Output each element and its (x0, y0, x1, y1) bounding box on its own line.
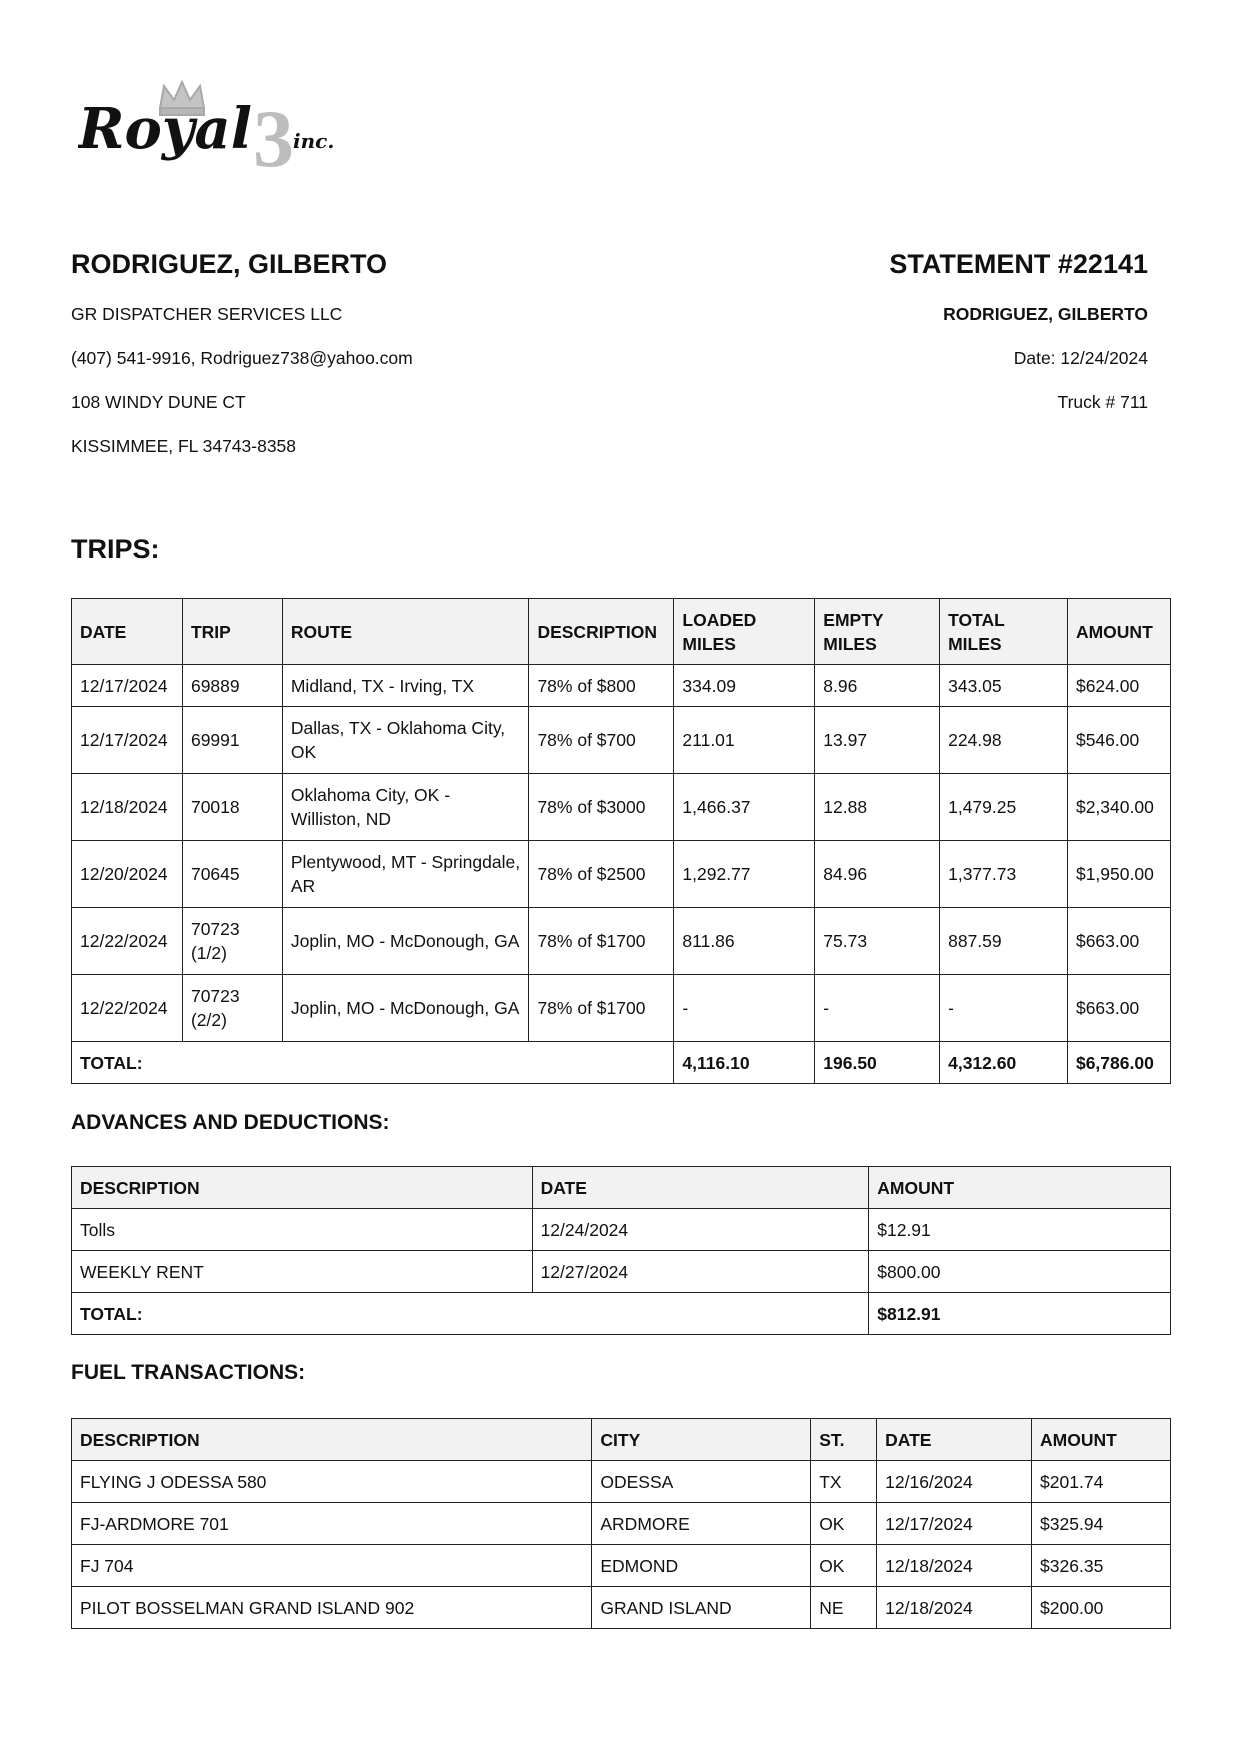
trip-loaded-miles: - (674, 975, 815, 1042)
trip-number: 70018 (182, 774, 282, 841)
table-row (72, 1251, 1171, 1293)
trip-route: Oklahoma City, OK - Williston, ND (282, 774, 529, 841)
trips-total-amount: $6,786.00 (1067, 1042, 1170, 1084)
trip-empty-miles: 84.96 (815, 841, 940, 908)
trip-date: 12/20/2024 (72, 841, 183, 908)
fuel-city: GRAND ISLAND (592, 1587, 811, 1629)
trips-header-row (72, 599, 1171, 665)
address-line-1: 108 WINDY DUNE CT (71, 392, 246, 412)
logo-suffix: inc. (293, 129, 335, 153)
col-city: CITY (592, 1419, 811, 1461)
col-amount: AMOUNT (1032, 1419, 1171, 1461)
fuel-header-row (72, 1419, 1171, 1461)
driver-info (71, 248, 631, 480)
col-amount: AMOUNT (869, 1167, 1171, 1209)
fuel-title: FUEL TRANSACTIONS: (71, 1361, 306, 1384)
trip-description: 78% of $800 (529, 665, 674, 707)
fuel-city: ARDMORE (592, 1503, 811, 1545)
advance-description: WEEKLY RENT (72, 1251, 533, 1293)
trip-amount: $624.00 (1067, 665, 1170, 707)
trip-amount: $663.00 (1067, 908, 1170, 975)
trip-number: 69991 (182, 707, 282, 774)
trip-route: Midland, TX - Irving, TX (282, 665, 529, 707)
col-date: DATE (532, 1167, 869, 1209)
col-total-miles: TOTAL MILES (940, 599, 1068, 665)
trip-route: Joplin, MO - McDonough, GA (282, 908, 529, 975)
trip-empty-miles: 75.73 (815, 908, 940, 975)
trip-description: 78% of $700 (529, 707, 674, 774)
trip-date: 12/18/2024 (72, 774, 183, 841)
table-row (72, 1545, 1171, 1587)
trip-total-miles: 887.59 (940, 908, 1068, 975)
trip-empty-miles: 13.97 (815, 707, 940, 774)
table-row (72, 841, 1171, 908)
trip-loaded-miles: 334.09 (674, 665, 815, 707)
trip-loaded-miles: 1,292.77 (674, 841, 815, 908)
trip-number: 70723 (2/2) (182, 975, 282, 1042)
advances-title: ADVANCES AND DEDUCTIONS: (71, 1111, 390, 1134)
royal-3-logo-image (78, 78, 378, 190)
address-line-2: KISSIMMEE, FL 34743-8358 (71, 436, 297, 456)
driver-name: RODRIGUEZ, GILBERTO (71, 249, 388, 279)
trip-empty-miles: - (815, 975, 940, 1042)
trip-date: 12/22/2024 (72, 975, 183, 1042)
logo-wordmark: Royal (78, 96, 252, 162)
trips-total-label: TOTAL: (72, 1042, 674, 1084)
trip-date: 12/22/2024 (72, 908, 183, 975)
col-description: DESCRIPTION (529, 599, 674, 665)
trip-number: 69889 (182, 665, 282, 707)
fuel-date: 12/17/2024 (877, 1503, 1032, 1545)
contact-info: (407) 541-9916, Rodriguez738@yahoo.com (71, 348, 413, 368)
trip-number: 70645 (182, 841, 282, 908)
company-logo (78, 78, 378, 190)
trip-description: 78% of $3000 (529, 774, 674, 841)
table-row (72, 665, 1171, 707)
trips-total-row (72, 1042, 1171, 1084)
trip-amount: $546.00 (1067, 707, 1170, 774)
trip-amount: $663.00 (1067, 975, 1170, 1042)
truck-number: Truck # 711 (1057, 392, 1148, 412)
trips-total-empty: 196.50 (815, 1042, 940, 1084)
trips-table (71, 598, 1171, 1084)
fuel-description: FLYING J ODESSA 580 (72, 1461, 592, 1503)
trip-route: Joplin, MO - McDonough, GA (282, 975, 529, 1042)
col-loaded-miles: LOADED MILES (674, 599, 815, 665)
advance-date: 12/24/2024 (532, 1209, 869, 1251)
statement-title: STATEMENT #22141 (889, 249, 1148, 279)
fuel-city: EDMOND (592, 1545, 811, 1587)
fuel-date: 12/18/2024 (877, 1587, 1032, 1629)
trip-route: Plentywood, MT - Springdale, AR (282, 841, 529, 908)
fuel-state: OK (811, 1503, 877, 1545)
advances-total-row (72, 1293, 1171, 1335)
col-state: ST. (811, 1419, 877, 1461)
trip-total-miles: - (940, 975, 1068, 1042)
advances-total-label: TOTAL: (72, 1293, 869, 1335)
col-description: DESCRIPTION (72, 1419, 592, 1461)
fuel-city: ODESSA (592, 1461, 811, 1503)
advance-amount: $12.91 (869, 1209, 1171, 1251)
trip-description: 78% of $2500 (529, 841, 674, 908)
table-row (72, 1461, 1171, 1503)
table-row (72, 1209, 1171, 1251)
col-route: ROUTE (282, 599, 529, 665)
trip-total-miles: 1,377.73 (940, 841, 1068, 908)
col-description: DESCRIPTION (72, 1167, 533, 1209)
col-amount: AMOUNT (1067, 599, 1170, 665)
fuel-state: OK (811, 1545, 877, 1587)
logo-numeral: 3 (253, 93, 294, 184)
table-row (72, 1503, 1171, 1545)
statement-date: Date: 12/24/2024 (1013, 348, 1148, 368)
trips-total-loaded: 4,116.10 (674, 1042, 815, 1084)
trip-total-miles: 224.98 (940, 707, 1068, 774)
trip-loaded-miles: 811.86 (674, 908, 815, 975)
trip-loaded-miles: 1,466.37 (674, 774, 815, 841)
trip-empty-miles: 8.96 (815, 665, 940, 707)
table-row (72, 908, 1171, 975)
advances-table (71, 1166, 1171, 1335)
trip-description: 78% of $1700 (529, 908, 674, 975)
trip-number: 70723 (1/2) (182, 908, 282, 975)
trip-total-miles: 1,479.25 (940, 774, 1068, 841)
trips-title: TRIPS: (71, 534, 160, 564)
fuel-amount: $200.00 (1032, 1587, 1171, 1629)
table-row (72, 1587, 1171, 1629)
advance-date: 12/27/2024 (532, 1251, 869, 1293)
fuel-description: FJ 704 (72, 1545, 592, 1587)
fuel-description: PILOT BOSSELMAN GRAND ISLAND 902 (72, 1587, 592, 1629)
table-row (72, 707, 1171, 774)
advances-total-amount: $812.91 (869, 1293, 1171, 1335)
fuel-amount: $201.74 (1032, 1461, 1171, 1503)
col-date: DATE (72, 599, 183, 665)
trip-description: 78% of $1700 (529, 975, 674, 1042)
trip-amount: $2,340.00 (1067, 774, 1170, 841)
company-name: GR DISPATCHER SERVICES LLC (71, 304, 343, 324)
statement-info (648, 248, 1148, 436)
fuel-amount: $326.35 (1032, 1545, 1171, 1587)
table-row (72, 975, 1171, 1042)
trip-route: Dallas, TX - Oklahoma City, OK (282, 707, 529, 774)
trip-date: 12/17/2024 (72, 665, 183, 707)
advance-amount: $800.00 (869, 1251, 1171, 1293)
trip-empty-miles: 12.88 (815, 774, 940, 841)
col-empty-miles: EMPTY MILES (815, 599, 940, 665)
fuel-description: FJ-ARDMORE 701 (72, 1503, 592, 1545)
fuel-state: NE (811, 1587, 877, 1629)
trip-total-miles: 343.05 (940, 665, 1068, 707)
fuel-amount: $325.94 (1032, 1503, 1171, 1545)
advances-header-row (72, 1167, 1171, 1209)
trip-amount: $1,950.00 (1067, 841, 1170, 908)
fuel-table (71, 1418, 1171, 1629)
col-date: DATE (877, 1419, 1032, 1461)
col-trip: TRIP (182, 599, 282, 665)
fuel-date: 12/18/2024 (877, 1545, 1032, 1587)
trips-total-miles: 4,312.60 (940, 1042, 1068, 1084)
trip-date: 12/17/2024 (72, 707, 183, 774)
trip-loaded-miles: 211.01 (674, 707, 815, 774)
fuel-state: TX (811, 1461, 877, 1503)
table-row (72, 774, 1171, 841)
statement-driver-name: RODRIGUEZ, GILBERTO (943, 304, 1148, 324)
advance-description: Tolls (72, 1209, 533, 1251)
fuel-date: 12/16/2024 (877, 1461, 1032, 1503)
